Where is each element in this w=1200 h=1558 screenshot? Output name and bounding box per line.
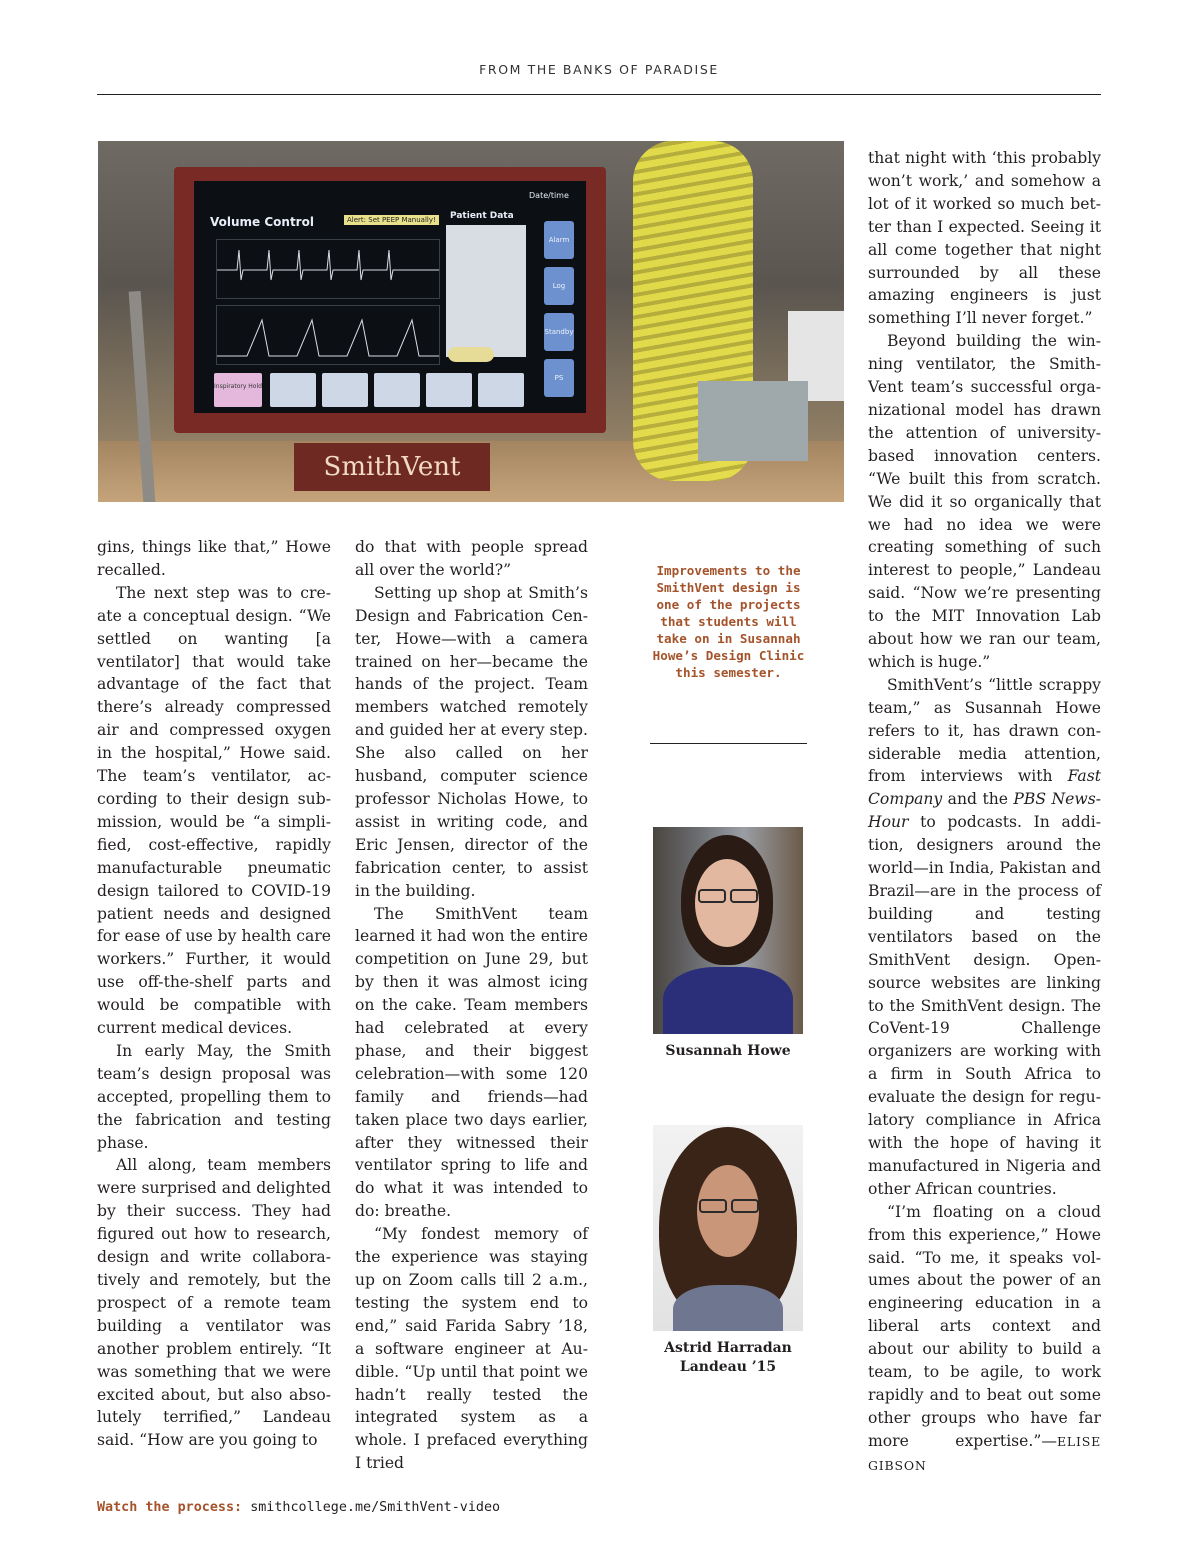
smithvent-nameplate: SmithVent xyxy=(294,443,490,491)
body-column-2 xyxy=(355,536,588,1475)
pull-quote: Improvements to the SmithVent design is one of the projects that students will take on in Susannah Howe’s Design Clinic this semester. xyxy=(652,563,805,680)
paragraph: gins, things like that,” Howe recalled. xyxy=(97,538,331,579)
screen-setting-tile xyxy=(426,373,472,407)
patient-data-panel xyxy=(446,225,526,357)
portrait-glasses xyxy=(699,1199,727,1213)
screen-setting-tile xyxy=(478,373,524,407)
paragraph-text: and the xyxy=(942,790,1014,809)
publication-name: Fast Company xyxy=(868,767,1101,809)
pull-quote-rule xyxy=(650,743,807,744)
portrait-face xyxy=(695,859,759,947)
paragraph: Beyond building the winning ventilator, the SmithVent team’s successful organizational model has drawn the attention of university-based innovation centers. “We built this from scratch. We did it so organically that we had no idea we were creating something of such interest to people,” Landeau said. “Now we’re presenting to the MIT Innovation Lab about how we ran our team, which is huge.” xyxy=(868,332,1101,671)
author-signature: ELISE GIBSON xyxy=(868,1433,1101,1473)
paragraph: All along, team members were surprised and delighted by their success. They had figured out how to research, design and write collaboratively and remotely, but the prospect of a remote team building a ventilator was another problem entirely. “It was something that we were excited about, but also absolutely terrified,” Landeau said. “How are you going to xyxy=(97,1156,331,1450)
portrait-glasses xyxy=(698,889,726,903)
paragraph: The SmithVent team learned it had won the entire competition on June 29, but by then it was almost icing on the cake. Team members had celebrated at every phase, and their biggest celebration—with some 120 family and friends—had taken place two days earlier, after they witnessed their ventilator spring to life and do what it was intended to do: breathe. xyxy=(355,904,588,1221)
paragraph: The next step was to create a conceptual design. “We settled on wanting [a ventilator] that would take advantage of the fact that there’s already compressed air and compressed oxygen in the hospital,” Howe said. The team’s ventilator, according to their design submission, would be “a simplified, cost-effective, rapidly manufacturable pneumatic design tailored to COVID-19 patient needs and designed for ease of use by health care workers.” Further, it would use off-the-shelf parts and would be compatible with current medical devices. xyxy=(97,583,331,1038)
screen-panel-title: Patient Data xyxy=(450,211,514,221)
paragraph: do that with people spread all over the world?” xyxy=(355,538,588,579)
paragraph: “My fondest memory of the experience was staying up on Zoom calls till 2 a.m., testing the system end to end,” said Farida Sabry ’18, a software engineer at Audible. “Up until that point we hadn’t really tested the integrated system as a whole. I prefaced everything I tried xyxy=(355,1225,588,1473)
photo-ventilator-screen xyxy=(194,181,586,413)
paragraph xyxy=(868,1201,1101,1478)
portrait-shirt xyxy=(673,1285,783,1331)
screen-unlock-button xyxy=(448,347,494,362)
paragraph: Setting up shop at Smith’s Design and Fabrication Center, Howe—with a camera trained on her—became the hands of the project. Team members watched remotely and guided her at every step. She also called on her husband, computer science professor Nicholas Howe, to assist in writing code, and Eric Jensen, director of the fabrication center, to assist in the building. xyxy=(355,583,588,900)
photo-caption-howe: Susannah Howe xyxy=(665,1043,791,1059)
photo-caption-landeau: Astrid Harradan Landeau ’15 xyxy=(664,1340,792,1375)
paragraph: In early May, the Smith team’s design proposal was accepted, propelling them to the fabrication and testing phase. xyxy=(97,1041,331,1152)
portrait-glasses xyxy=(731,1199,759,1213)
running-head: FROM THE BANKS OF PARADISE xyxy=(479,62,719,77)
smithvent-photo xyxy=(98,141,844,502)
paragraph-text: to podcasts. In addition, designers around the world—in India, Pakistan and Brazil—are in the process of building and testing ventilators based on the SmithVent design. Open-source websites are linking to the SmithVent design. The CoVent-19 Challenge organizers are working with a firm in South Africa to evaluate the design for regulatory compliance in Africa with the hope of having it manufactured in Nigeria and other African countries. xyxy=(868,813,1101,1198)
screen-standby-button: Standby xyxy=(544,313,574,351)
portrait-astrid-landeau xyxy=(653,1125,803,1331)
flow-waveform xyxy=(216,239,440,299)
screen-hold-button: Inspiratory Hold xyxy=(214,373,262,407)
flow-waveform-trace xyxy=(217,240,439,298)
photo-valve-assembly xyxy=(698,381,808,461)
screen-alert: Alert: Set PEEP Manually! xyxy=(344,215,439,225)
screen-ps-button: PS xyxy=(544,359,574,397)
paragraph-text: “I’m floating on a cloud from this experience,” Howe said. “To me, it speaks volumes about the power of an engineering education in a liberal arts context and about our ability to build a team, to be agile, to work rapidly and to beat out some other groups who have far more expertise.”— xyxy=(868,1202,1101,1450)
screen-setting-tile xyxy=(270,373,316,407)
portrait-susannah-howe xyxy=(653,827,803,1034)
screen-datetime: Date/time xyxy=(529,191,569,200)
screen-setting-tile xyxy=(322,373,368,407)
publication-name: PBS NewsHour xyxy=(868,790,1101,832)
pressure-waveform-trace xyxy=(217,306,439,364)
screen-log-button: Log xyxy=(544,267,574,305)
pressure-waveform xyxy=(216,305,440,365)
body-column-4 xyxy=(868,147,1101,1478)
screen-alarm-button: Alarm xyxy=(544,221,574,259)
footer-link-line xyxy=(97,1500,797,1515)
header-rule xyxy=(97,94,1101,95)
paragraph: that night with ‘this probably won’t work,’ and somehow a lot of it worked so much better than I expected. Seeing it all come together that night surrounded by all these amazing engineers is just something I’ll never forget.” xyxy=(868,149,1101,328)
paragraph xyxy=(868,674,1101,1201)
portrait-shirt xyxy=(663,967,793,1034)
screen-title: Volume Control xyxy=(210,215,314,229)
footer-label: Watch the process: xyxy=(97,1500,243,1515)
footer-url[interactable]: smithcollege.me/SmithVent-video xyxy=(250,1500,501,1515)
paragraph-text: SmithVent’s “little scrappy team,” as Susannah Howe refers to it, has drawn considerable media attention, from interviews with xyxy=(868,675,1101,786)
portrait-glasses xyxy=(730,889,758,903)
body-column-1 xyxy=(97,536,331,1452)
screen-setting-tile xyxy=(374,373,420,407)
